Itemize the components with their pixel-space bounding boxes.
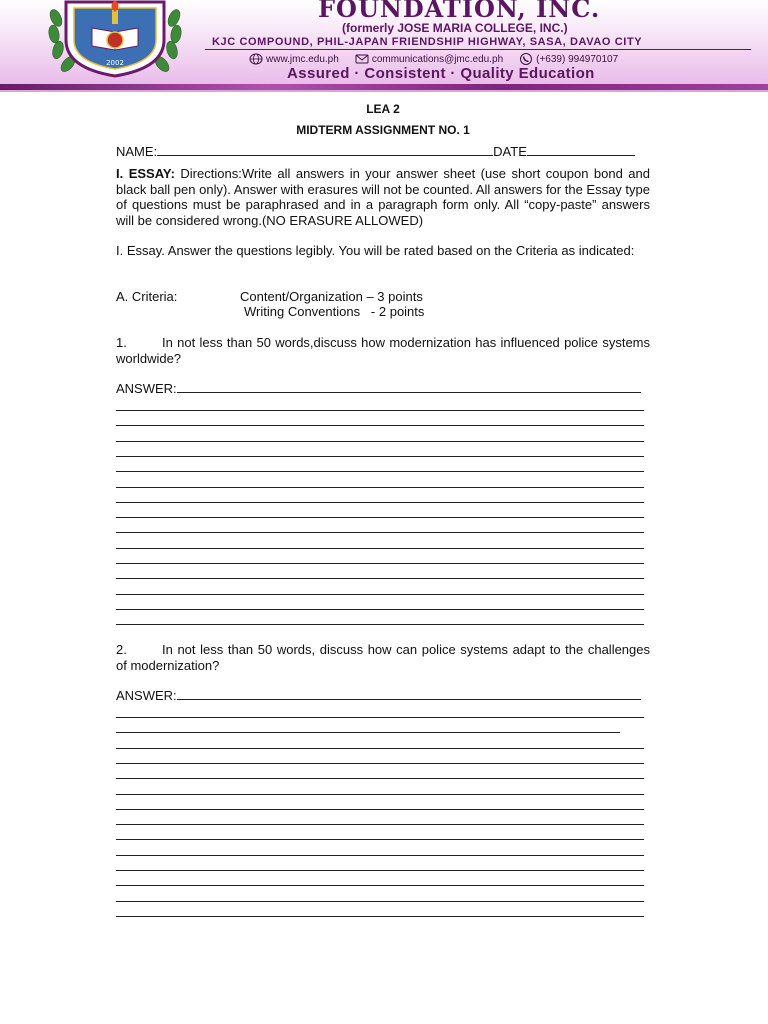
email-text: communications@jmc.edu.ph <box>371 53 504 65</box>
question-number: 1. <box>116 335 127 350</box>
answer-blank-line[interactable] <box>116 548 644 549</box>
answer-blank-line[interactable] <box>116 870 644 871</box>
question-2 <box>116 642 650 673</box>
criteria-item: Content/Organization – 3 points <box>240 289 423 304</box>
phone-icon <box>519 53 533 65</box>
envelope-icon <box>355 53 369 65</box>
criteria-block <box>116 289 650 323</box>
answer-blank-line[interactable] <box>116 763 644 764</box>
answer-blank-line[interactable] <box>116 839 644 840</box>
answer-blank-line[interactable] <box>116 563 644 564</box>
svg-text:2002: 2002 <box>106 59 124 67</box>
assignment-title: MIDTERM ASSIGNMENT NO. 1 <box>296 123 470 137</box>
criteria-item: Writing Conventions - 2 points <box>244 304 425 319</box>
answer-blank-line[interactable] <box>116 748 644 749</box>
answer-blank-line[interactable] <box>116 502 644 503</box>
question-text: In not less than 50 words,discuss how modernization has influenced police systems worldwide? <box>116 335 650 366</box>
header-stripe-thin <box>0 90 768 92</box>
answer-blank-line[interactable] <box>116 410 644 411</box>
school-address: KJC COMPOUND, PHIL-JAPAN FRIENDSHIP HIGHWAY, SASA, DAVAO CITY <box>212 36 643 48</box>
former-name: (formerly JOSE MARIA COLLEGE, INC.) <box>342 21 568 35</box>
globe-icon <box>249 53 263 65</box>
school-tagline: Assured · Consistent · Quality Education <box>287 65 595 82</box>
contact-bar <box>249 52 634 66</box>
answer-blank-line[interactable] <box>116 425 644 426</box>
answer-blank-line[interactable] <box>116 824 644 825</box>
question-1 <box>116 335 650 366</box>
answer-label: ANSWER: <box>116 688 177 703</box>
answer-blank-line[interactable] <box>116 901 644 902</box>
answer-blank-line[interactable] <box>116 594 644 595</box>
address-divider <box>205 49 751 50</box>
essay-heading: I. ESSAY: <box>116 166 175 181</box>
answer-blank-line[interactable] <box>116 778 644 779</box>
answer-blank-line[interactable] <box>116 794 644 795</box>
phone-text: (+639) 994970107 <box>536 53 619 65</box>
answer-1-row <box>116 381 650 397</box>
date-field[interactable] <box>527 144 635 156</box>
answer-blank-line[interactable] <box>116 855 644 856</box>
name-label: NAME: <box>116 144 158 159</box>
phone-contact[interactable] <box>519 53 618 65</box>
answer-blank-line[interactable] <box>116 609 644 610</box>
answer-blank-line[interactable] <box>116 885 644 886</box>
answer-blank-line[interactable] <box>116 809 644 810</box>
school-name: FOUNDATION, INC. <box>318 0 601 23</box>
answer-blank-line[interactable] <box>116 532 644 533</box>
date-label: DATE <box>493 144 527 159</box>
question-number: 2. <box>116 642 127 657</box>
answer-blank-line[interactable] <box>116 487 644 488</box>
answer-blank-line[interactable] <box>116 517 644 518</box>
name-date-row <box>116 144 650 160</box>
website-contact[interactable] <box>249 53 339 65</box>
website-text: www.jmc.edu.ph <box>266 53 339 65</box>
answer-blank-line[interactable] <box>116 456 644 457</box>
essay-directions <box>116 166 650 228</box>
answer-blank-line[interactable] <box>116 471 644 472</box>
answer-blank-line[interactable] <box>116 717 644 718</box>
directions-text: Directions:Write all answers in your answer sheet (use short coupon bond and black ball pen only). Answer with erasures will not be counted. All answers for the Essay type of questions must be paraphrased and in a paragraph form only. All “copy-paste” answers will be considered wrong.(NO ERASURE ALLOWED) <box>116 166 650 228</box>
answer-blank-line[interactable] <box>116 624 644 625</box>
answer-field[interactable] <box>177 381 641 393</box>
name-field[interactable] <box>157 144 493 156</box>
school-seal-icon <box>44 0 186 78</box>
answer-2-row <box>116 688 650 704</box>
answer-blank-line[interactable] <box>116 578 644 579</box>
letterhead <box>0 0 768 92</box>
answer-blank-line[interactable] <box>116 441 644 442</box>
answer-label: ANSWER: <box>116 381 177 396</box>
essay-instruction: I. Essay. Answer the questions legibly. You will be rated based on the Criteria as indicated: <box>116 243 635 258</box>
course-code: LEA 2 <box>366 102 400 116</box>
email-contact[interactable] <box>355 53 503 65</box>
answer-field[interactable] <box>177 688 641 700</box>
answer-blank-line[interactable] <box>116 916 644 917</box>
question-text: In not less than 50 words, discuss how can police systems adapt to the challenges of modernization? <box>116 642 650 673</box>
answer-blank-line[interactable] <box>116 732 620 733</box>
criteria-label: A. Criteria: <box>116 289 178 304</box>
